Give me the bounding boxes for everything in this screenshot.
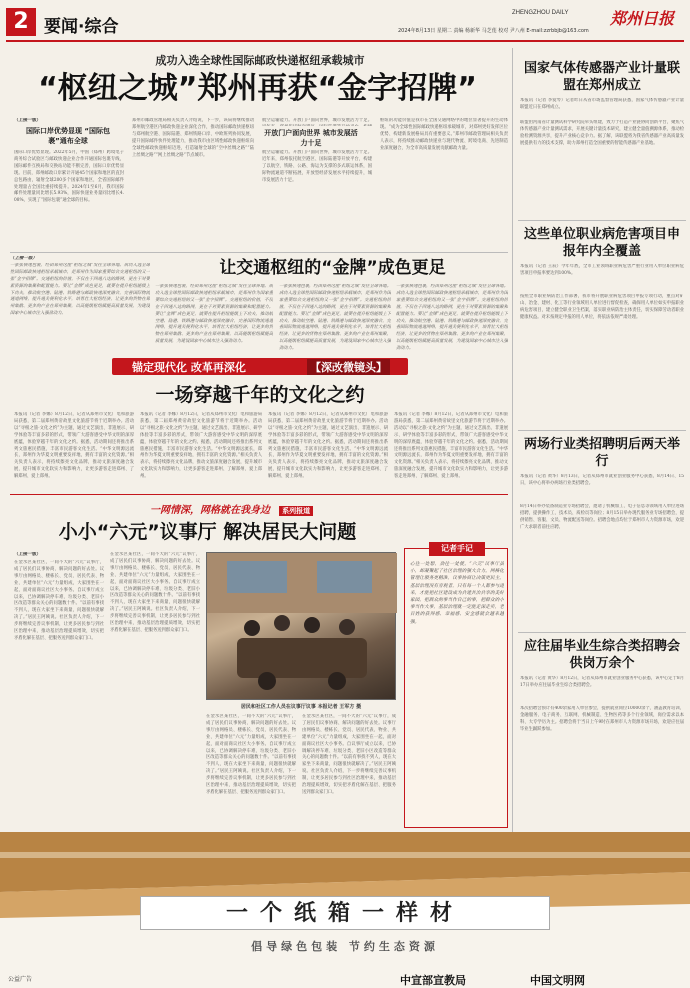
side2-body: 按照全市职业病防治工作部署，我市将开展职业病危害项目申报专项行动，重点对矿山、冶金、建材、化工等行业领域用人单位进行督促检查，确保用人单位如实申报职业病危害项目，建立健全职业卫生档案，落实职业病防治主体责任，切实保障劳动者职业健康权益。对未按规定申报的用人单位，将依法依规严肃处理。 xyxy=(520,294,684,320)
story3-body-col2: 本报讯（记者 李娜）8月12日，记者从郑州市文化广电和旅游局获悉，第二届郑州黄帝故里文化旅游节将于近期举办。活动以“寻根之旅·文化之约”为主题，通过文艺演出、非遗展示、研学体验等丰富多彩的形式，带领广大游客感受中华文明的深厚底蕴，体验穿越千年的文化之约。据悉，活动期间还将推出系列文旅惠民措施，丰富市民游客文化生活。“中华文明源远流长，郑州作为华夏文明重要发祥地，拥有丰富的文化资源。”相关负责人表示，将持续擦亮文化品牌，推动文旅深度融合发展，提升城市文化软实力和影响力，让更多游客走进郑州、了解郑州、爱上郑州。 xyxy=(140,412,262,480)
series-label xyxy=(150,498,313,514)
side3-lead: 本报讯（记者 黄华）8月13日，记者从郑州市就业创业服务中心获悉，8月14日、15日，该中心将举办两场行业类招聘会。 xyxy=(520,474,684,486)
psa-sponsor-b: 中国文明网 xyxy=(530,974,585,987)
side1-body: 联盟由河南省计量测试科学研究院牵头组建，致力于打造产业链协同创新平台，聚焦气体传感器产业计量测试需求，开展关键计量技术研究，建立健全量值溯源体系，推动检验检测资源共享，提升产业核心竞争力。据了解，该联盟将为我省传感器产业高质量发展提供有力的技术支撑，助力郑州打造全国重要的智能传感器产业基地。 xyxy=(520,120,684,146)
story1-byline: （上接一版） xyxy=(14,118,41,123)
psa-corner-label: 公益广告 xyxy=(8,976,33,983)
psa-ad xyxy=(0,832,690,988)
story2-byline: （上接一版） xyxy=(10,256,37,261)
side2-lead: 本报讯（记者 王辰）今年年底，全市工业领域职业病危害严重行业用人单位职业病危害项目申报率要达到100%。 xyxy=(520,264,684,276)
masthead xyxy=(0,0,690,48)
series-tag: 系列报道 xyxy=(279,506,313,516)
story1-col3b: 航空运输能力。开放门户面向世界，城市发展活力十足。近年来，郑州依托航空港区、国际陆港等开放平台，构建了以航空、铁路、公路、海运为支撑的多式联运体系，国际物流通道不断拓展，开放型经济发展水平持续提升，城市发展活力十足。 xyxy=(262,150,372,183)
masthead-rule xyxy=(6,40,684,42)
side2-headline: 这些单位职业病危害项目申报年内全覆盖 xyxy=(523,227,680,259)
story1-col2: 郑州市邮政管理局相关负责人介绍说，下一步，该局将继续推动郑州航空港区内邮政快递企业深化合作，推动国际邮政快递枢纽与郑州航空港、国际陆港、郑州铁路口岸、中欧班列协同发展，提升国际邮件快件处理能力，推动我市由区域性邮政快递枢纽向全球性邮政快递枢纽迈进，打造辐射全球的“空中丝绸之路”“陆上丝绸之路”“网上丝绸之路”节点城市。 xyxy=(132,118,254,158)
story2-body-col4: 一张张快递包裹，经由郑州这座“枢纽之城”发往全球各地。成功入选全球性国际邮政快递枢纽承载城市，是郑州作为国家重要综合交通枢纽的又一张“金字招牌”。交通枢纽的价值，不仅在于四通八达的路网，更在于对要素资源的集聚和配置能力。要让“金牌”成色更足，就要在提升枢纽能级上下功夫，推动航空港、陆港、铁路港与邮政快递深度融合，完善国际物流通道网络，提升通关便利化水平，培育壮大枢纽经济，让更多的货物在郑州集散、更多的产业在郑州集聚，以高能级枢纽赋能高质量发展，为建设国家中心城市注入强劲动力。 xyxy=(396,284,508,350)
story1-subhead-b: 开放门户面向世界 城市发展活力十足 xyxy=(264,129,358,147)
side4-body: 本次招聘会预计有400余家用人单位参会，提供就业岗位10000余个，涵盖教育培训、金融服务、电子商务、互联网、机械制造、生物医药等多个行业领域，岗位需求以本科、大专学历为主。招聘会将于当日上午9时在郑州市人力资源市场开场，欢迎应往届毕业生踊跃参加。 xyxy=(520,706,684,732)
divider xyxy=(518,430,686,431)
side4-headline: 应往届毕业生综合类招聘会供岗万余个 xyxy=(523,639,680,671)
story3-headline: 一场穿越千年的文化之约 xyxy=(155,384,365,406)
story3-body-col3: 本报讯（记者 李娜）8月12日，记者从郑州市文化广电和旅游局获悉，第二届郑州黄帝故里文化旅游节将于近期举办。活动以“寻根之旅·文化之约”为主题，通过文艺演出、非遗展示、研学体验等丰富多彩的形式，带领广大游客感受中华文明的深厚底蕴，体验穿越千年的文化之约。据悉，活动期间还将推出系列文旅惠民措施，丰富市民游客文化生活。“中华文明源远流长，郑州作为华夏文明重要发祥地，拥有丰富的文化资源。”相关负责人表示，将持续擦亮文化品牌，推动文旅深度融合发展，提升城市文化软实力和影响力，让更多游客走进郑州、了解郑州、爱上郑州。 xyxy=(268,412,388,480)
series-title: 一网情深，网格就在我身边 xyxy=(150,505,270,516)
cardboard-box-illustration xyxy=(0,832,690,952)
story1-subhead-a: 国际口岸优势显现 “国际包裹”通布全球 xyxy=(25,127,111,145)
story1-col1: 国际口岸优势显现。2022年5月，中国（郑州）跨境电子商务综合试验区与邮政快递企业合作开通国际包裹专线，国际邮件互换局和交换站功能不断完善，国际口岸优势显现。目前，郑州邮政口岸累计开通45个国家和地区的直封总包路由，辐射全球200多个国家和地区，全省国际邮件处理量占全国比重持续提升。2024年1至6月，我市国际邮件处理量同比增长5.93%，国际快递业务量同比增长4.08%，实现了“国际包裹”通全球的目标。 xyxy=(14,150,124,204)
divider xyxy=(518,220,686,221)
banner-tag: 【深改微镜头】 xyxy=(307,359,390,375)
reform-banner xyxy=(112,358,408,375)
story2-lead-block xyxy=(10,256,150,351)
section-title: 要闻·综合 xyxy=(44,17,119,37)
story1-headline: “枢纽之城”郑州再获“金字招牌” xyxy=(38,71,477,106)
divider xyxy=(10,252,508,253)
photo-caption: 居民和社区工作人员在议事厅议事 本报记者 王军方 摄 xyxy=(240,704,362,710)
paper-name-en: ZHENGZHOU DAILY xyxy=(512,10,569,16)
banner-text: 锚定现代化 改革再深化 xyxy=(132,361,246,374)
side1-headline: 国家气体传感器产业计量联盟在郑州成立 xyxy=(523,61,680,93)
page-number: 2 xyxy=(6,8,36,36)
divider xyxy=(10,494,508,495)
date-line: 2024年8月13日 星期二 责编 杨新华 马芝莲 校对 尹八州 E-mail:zzrbbjb@163.com xyxy=(398,28,589,34)
story2-headline: 让交通枢纽的“金牌”成色更足 xyxy=(219,258,446,278)
side4-lead: 本报讯（记者 黄华）8月12日，记者从郑州市就业创业服务中心获悉，该中心定于8月17日举办应往届毕业生综合类招聘会。 xyxy=(520,676,684,688)
story4-byline: （上接一版） xyxy=(14,552,41,557)
reporter-note-title: 记者手记 xyxy=(429,542,485,556)
side3-body: 8月14日举办装备制造业专场招聘会，邀请了机械加工、电子信息等领域用人单位进场招聘，提供操作工、技术员、质检员等岗位；8月15日举办现代服务业专场招聘会，提供销售、客服、文员、物流配送等岗位。招聘会地点均位于郑州市人力资源市场，欢迎广大求职者前往应聘。 xyxy=(520,504,684,530)
story1-col3: 航空运输能力。开放门户面向世界，城市发展活力十足。 xyxy=(262,118,372,123)
story4-body-col2: 在金水区某社区，一间不大的“六元”议事厅，成了居民们议事协商、解决问题的好去处。议事厅由网格员、楼栋长、党员、居民代表、物业、共建单位“六元”力量组成，大家围坐在一起，面对面商议社区大小事务。自议事厅成立以来，已协调解决停车难、垃圾分类、老旧小区改造等群众关心的问题数十件。“以前有事找不到人，现在大家坐下来商量，问题很快就解决了。”居民王阿姨说。社区负责人介绍，下一步将继续完善议事机制，让更多居民参与到社区治理中来，推动基层治理提质增效，切实把矛盾化解在基层、把服务送到群众家门口。 xyxy=(110,552,200,633)
story2-body-col2: 一张张快递包裹，经由郑州这座“枢纽之城”发往全球各地。成功入选全球性国际邮政快递枢纽承载城市，是郑州作为国家重要综合交通枢纽的又一张“金字招牌”。交通枢纽的价值，不仅在于四通八达的路网，更在于对要素资源的集聚和配置能力。要让“金牌”成色更足，就要在提升枢纽能级上下功夫，推动航空港、陆港、铁路港与邮政快递深度融合，完善国际物流通道网络，提升通关便利化水平，培育壮大枢纽经济，让更多的货物在郑州集散、更多的产业在郑州集聚，以高能级枢纽赋能高质量发展，为建设国家中心城市注入强劲动力。 xyxy=(155,284,273,345)
story1-col4: 枢纽的功能价值是我市在全国交通网络中的地位显著提升的生动体现。“成为全球性国际邮政快递枢纽承载城市，对郑州更好发挥区位优势、构建新发展格局具有重要意义。”郑州市邮政管理局相关负责人表示，将持续推动邮政快递业与现代物流、跨境电商、先进制造业深度融合，为全市高质量发展贡献邮政力量。 xyxy=(380,118,508,151)
story4-headline: 小小“六元”议事厅 解决居民大问题 xyxy=(58,521,357,543)
divider xyxy=(518,632,686,633)
story4-body-col4: 在金水区某社区，一间不大的“六元”议事厅，成了居民们议事协商、解决问题的好去处。议事厅由网格员、楼栋长、党员、居民代表、物业、共建单位“六元”力量组成，大家围坐在一起，面对面商议社区大小事务。自议事厅成立以来，已协调解决停车难、垃圾分类、老旧小区改造等群众关心的问题数十件。“以前有事找不到人，现在大家坐下来商量，问题很快就解决了。”居民王阿姨说。社区负责人介绍，下一步将继续完善议事机制，让更多居民参与到社区治理中来，推动基层治理提质增效，切实把矛盾化解在基层、把服务送到群众家门口。 xyxy=(302,714,396,795)
news-photo xyxy=(206,552,396,700)
side1-lead: 本报讯（记者 李爱琴）记者昨日从省市场监督管理局获悉，国家气体传感器产业计量联盟近日在郑州成立。 xyxy=(520,98,684,110)
story2-body-col3: 一张张快递包裹，经由郑州这座“枢纽之城”发往全球各地。成功入选全球性国际邮政快递枢纽承载城市，是郑州作为国家重要综合交通枢纽的又一张“金字招牌”。交通枢纽的价值，不仅在于四通八达的路网，更在于对要素资源的集聚和配置能力。要让“金牌”成色更足，就要在提升枢纽能级上下功夫，推动航空港、陆港、铁路港与邮政快递深度融合，完善国际物流通道网络，提升通关便利化水平，培育壮大枢纽经济，让更多的货物在郑州集散、更多的产业在郑州集聚，以高能级枢纽赋能高质量发展，为建设国家中心城市注入强劲动力。 xyxy=(279,284,391,350)
story2-body-col1: 一张张快递包裹，经由郑州这座“枢纽之城”发往全球各地。成功入选全球性国际邮政快递枢纽承载城市，是郑州作为国家重要综合交通枢纽的又一张“金字招牌”。交通枢纽的价值，不仅在于四通八达的路网，更在于对要素资源的集聚和配置能力。要让“金牌”成色更足，就要在提升枢纽能级上下功夫，推动航空港、陆港、铁路港与邮政快递深度融合，完善国际物流通道网络，提升通关便利化水平，培育壮大枢纽经济，让更多的货物在郑州集散、更多的产业在郑州集聚，以高能级枢纽赋能高质量发展，为建设国家中心城市注入强劲动力。 xyxy=(10,262,150,317)
reporter-note-body: 心往一处想，劲往一处使。“六元”议事厅虽小，却凝聚起了社区治理的强大合力。网格化管理让服务更精准，议事协商让决策更民主。基层治理没有旁观者，只有每一个人都参与进来，才能把社区建设成为共建共治共享的美好家园。把群众的事当作自己的事，把群众的小事当作大事，基层治理就一定能走深走实，老百姓的获得感、幸福感、安全感就会越来越强。 xyxy=(410,562,504,625)
meeting-room-illustration xyxy=(207,553,397,701)
story4-body-col3: 在金水区某社区，一间不大的“六元”议事厅，成了居民们议事协商、解决问题的好去处。议事厅由网格员、楼栋长、党员、居民代表、物业、共建单位“六元”力量组成，大家围坐在一起，面对面商议社区大小事务。自议事厅成立以来，已协调解决停车难、垃圾分类、老旧小区改造等群众关心的问题数十件。“以前有事找不到人，现在大家坐下来商量，问题很快就解决了。”居民王阿姨说。社区负责人介绍，下一步将继续完善议事机制，让更多居民参与到社区治理中来，推动基层治理提质增效，切实把矛盾化解在基层、把服务送到群众家门口。 xyxy=(206,714,296,795)
story1-kicker: 成功入选全球性国际邮政快递枢纽承载城市 xyxy=(155,54,365,67)
reporter-note-box xyxy=(404,544,508,828)
psa-title: 一个纸箱一样材 xyxy=(140,896,550,930)
psa-slogan: 倡导绿色包装 节约生态资源 xyxy=(251,940,439,953)
story3-body-col1: 本报讯（记者 李娜）8月12日，记者从郑州市文化广电和旅游局获悉，第二届郑州黄帝故里文化旅游节将于近期举办。活动以“寻根之旅·文化之约”为主题，通过文艺演出、非遗展示、研学体验等丰富多彩的形式，带领广大游客感受中华文明的深厚底蕴，体验穿越千年的文化之约。据悉，活动期间还将推出系列文旅惠民措施，丰富市民游客文化生活。“中华文明源远流长，郑州作为华夏文明重要发祥地，拥有丰富的文化资源。”相关负责人表示，将持续擦亮文化品牌，推动文旅深度融合发展，提升城市文化软实力和影响力，让更多游客走进郑州、了解郑州、爱上郑州。 xyxy=(14,412,134,480)
paper-logo: 郑州日报 xyxy=(610,9,675,28)
story3-body-col4: 本报讯（记者 李娜）8月12日，记者从郑州市文化广电和旅游局获悉，第二届郑州黄帝故里文化旅游节将于近期举办。活动以“寻根之旅·文化之约”为主题，通过文艺演出、非遗展示、研学体验等丰富多彩的形式，带领广大游客感受中华文明的深厚底蕴，体验穿越千年的文化之约。据悉，活动期间还将推出系列文旅惠民措施，丰富市民游客文化生活。“中华文明源远流长，郑州作为华夏文明重要发祥地，拥有丰富的文化资源。”相关负责人表示，将持续擦亮文化品牌，推动文旅深度融合发展，提升城市文化软实力和影响力，让更多游客走进郑州、了解郑州、爱上郑州。 xyxy=(394,412,508,480)
story4-body-col1: 在金水区某社区，一间不大的“六元”议事厅，成了居民们议事协商、解决问题的好去处。议事厅由网格员、楼栋长、党员、居民代表、物业、共建单位“六元”力量组成，大家围坐在一起，面对面商议社区大小事务。自议事厅成立以来，已协调解决停车难、垃圾分类、老旧小区改造等群众关心的问题数十件。“以前有事找不到人，现在大家坐下来商量，问题很快就解决了。”居民王阿姨说。社区负责人介绍，下一步将继续完善议事机制，让更多居民参与到社区治理中来，推动基层治理提质增效，切实把矛盾化解在基层、把服务送到群众家门口。 xyxy=(14,560,104,641)
side3-headline: 两场行业类招聘明后两天举行 xyxy=(523,437,680,469)
psa-sponsor-a: 中宣部宣教局 xyxy=(400,974,466,987)
